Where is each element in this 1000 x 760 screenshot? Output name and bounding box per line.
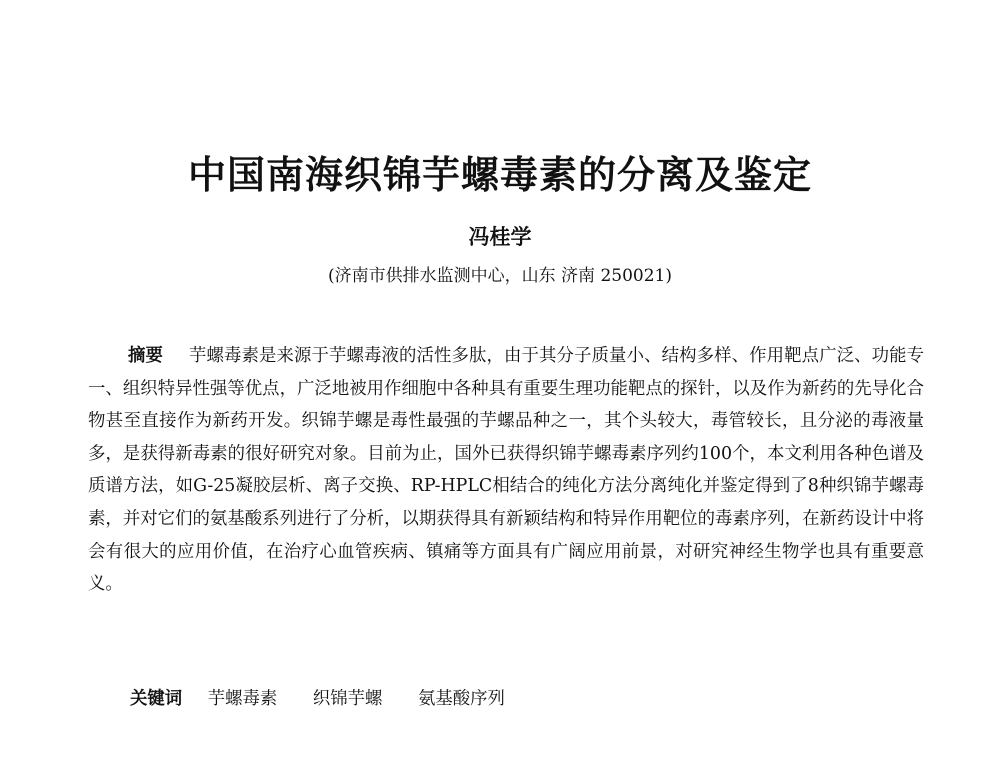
keywords-line [130,684,505,714]
paper-title: 中国南海织锦芋螺毒素的分离及鉴定 [187,153,812,197]
keyword-item: 织锦芋螺 [312,689,383,709]
keyword-item: 氨基酸序列 [417,689,505,709]
author-name: 冯桂学 [468,225,532,249]
author-affiliation: (济南市供排水监测中心，山东 济南 250021) [328,266,672,286]
abstract-paragraph [88,340,924,601]
abstract-text: 芋螺毒素是来源于芋螺毒液的活性多肽，由于其分子质量小、结构多样、作用靶点广泛、功能专一、组织特异性强等优点，广泛地被用作细胞中各种具有重要生理功能靶点的探针，以及作为新药的先导化合物甚至直接作为新药开发。织锦芋螺是毒性最强的芋螺品种之一，其个头较大，毒管较长，且分泌的毒液量多，是获得新毒素的很好研究对象。目前为止，国外已获得织锦芋螺毒素序列约100个，本文利用各种色谱及质谱方法，如G-25凝胶层析、离子交换、RP-HPLC相结合的纯化方法分离纯化并鉴定得到了8种织锦芋螺毒素，并对它们的氨基酸系列进行了分析，以期获得具有新颖结构和特异作用靶位的毒素序列，在新药设计中将会有很大的应用价值，在治疗心血管疾病、镇痛等方面具有广阔应用前景，对研究神经生物学也具有重要意义。 [88,346,924,595]
keyword-item: 芋螺毒素 [207,689,278,709]
keywords-label: 关键词 [130,689,183,709]
abstract-label: 摘要 [128,346,164,366]
